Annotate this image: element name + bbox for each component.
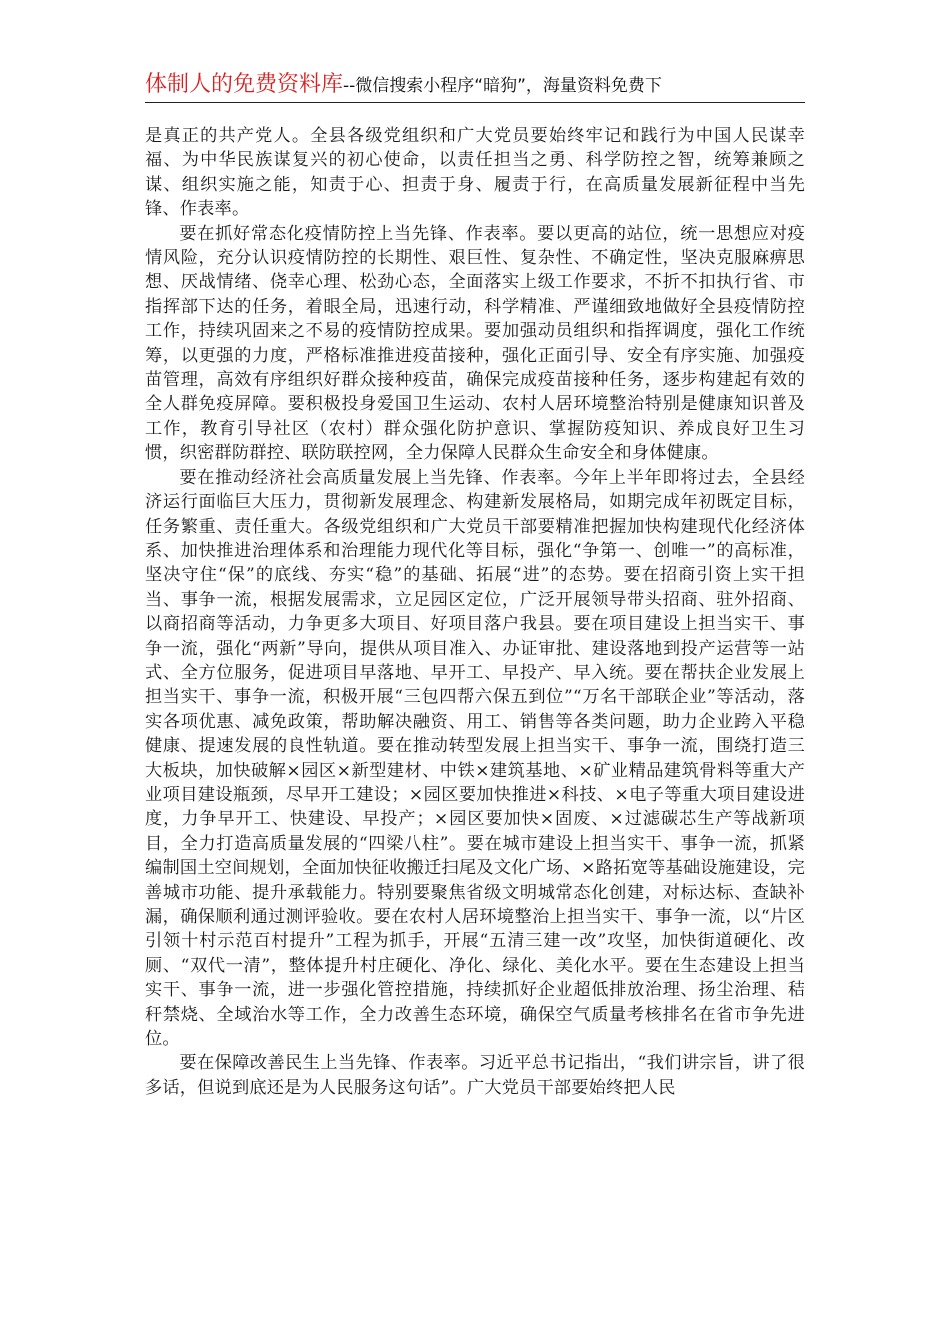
paragraph: 要在保障改善民生上当先锋、作表率。习近平总书记指出，“我们讲宗旨，讲了很多话，但说到底还是为人民服务这句话”。广大党员干部要始终把人民 xyxy=(145,1053,805,1098)
document-body xyxy=(145,124,805,1100)
paragraph: 要在推动经济社会高质量发展上当先锋、作表率。今年上半年即将过去，全县经济运行面临巨大压力，贯彻新发展理念、构建新发展格局，如期完成年初既定目标，任务繁重、责任重大。各级党组织和广大党员干部要精准把握加快构建现代化经济体系、加快推进治理体系和治理能力现代化等目标，强化“争第一、创唯一”的高标准，坚决守住“保”的底线、夯实“稳”的基础、拓展“进”的态势。要在招商引资上实干担当、事争一流，根据发展需求，立足园区定位，广泛开展领导带头招商、驻外招商、以商招商等活动，力争更多大项目、好项目落户我县。要在项目建设上担当实干、事争一流，强化“两新”导向，提供从项目准入、办证审批、建设落地到投产运营等一站式、全方位服务，促进项目早落地、早开工、早投产、早入统。要在帮扶企业发展上担当实干、事争一流，积极开展“三包四帮六保五到位”“万名干部联企业”等活动，落实各项优惠、减免政策，帮助解决融资、用工、销售等各类问题，助力企业跨入平稳健康、提速发展的良性轨道。要在推动转型发展上担当实干、事争一流，围绕打造三大板块，加快破解×园区×新型建材、中铁×建筑基地、×矿业精品建筑骨料等重大产业项目建设瓶颈，尽早开工建设；×园区要加快推进×科技、×电子等重大项目建设进度，力争早开工、快建设、早投产；×园区要加快×固废、×过滤碳芯生产等战新项目，全力打造高质量发展的“四梁八柱”。要在城市建设上担当实干、事争一流，抓紧编制国土空间规划，全面加快征收搬迁扫尾及文化广场、×路拓宽等基础设施建设，完善城市功能、提升承载能力。特别要聚焦省级文明城常态化创建，对标达标、查缺补漏，确保顺利通过测评验收。要在农村人居环境整治上担当实干、事争一流，以“片区引领十村示范百村提升”工程为抓手，开展“五清三建一改”攻坚，加快街道硬化、改厕、“双代一清”，整体提升村庄硬化、净化、绿化、美化水平。要在生态建设上担当实干、事争一流，进一步强化管控措施，持续抓好企业超低排放治理、扬尘治理、秸秆禁烧、全域治水等工作，全力改善生态环境，确保空气质量考核排名在省市争先进位。 xyxy=(145,467,805,1050)
paragraph: 是真正的共产党人。全县各级党组织和广大党员要始终牢记和践行为中国人民谋幸福、为中华民族谋复兴的初心使命，以责任担当之勇、科学防控之智，统筹兼顾之谋、组织实施之能，知责于心、担责于身、履责于行，在高质量发展新征程中当先锋、作表率。 xyxy=(145,126,805,220)
header-brand: 体制人的免费资料库 xyxy=(145,72,344,97)
header-slogan: --微信搜索小程序“暗狗”，海量资料免费下 xyxy=(343,76,662,96)
page-header xyxy=(145,70,805,103)
paragraph: 要在抓好常态化疫情防控上当先锋、作表率。要以更高的站位，统一思想应对疫情风险，充分认识疫情防控的长期性、艰巨性、复杂性、不确定性，坚决克服麻痹思想、厌战情绪、侥幸心理、松劲心态，全面落实上级工作要求，不折不扣执行省、市指挥部下达的任务，着眼全局，迅速行动，科学精准、严谨细致地做好全县疫情防控工作，持续巩固来之不易的疫情防控成果。要加强动员组织和指挥调度，强化工作统筹，以更强的力度，严格标准推进疫苗接种，强化正面引导、安全有序实施、加强疫苗管理，高效有序组织好群众接种疫苗，确保完成疫苗接种任务，逐步构建起有效的全人群免疫屏障。要积极投身爱国卫生运动、农村人居环境整治特别是健康知识普及工作，教育引导社区（农村）群众强化防护意识、掌握防疫知识、养成良好卫生习惯，织密群防群控、联防联控网，全力保障人民群众生命安全和身体健康。 xyxy=(145,223,805,464)
